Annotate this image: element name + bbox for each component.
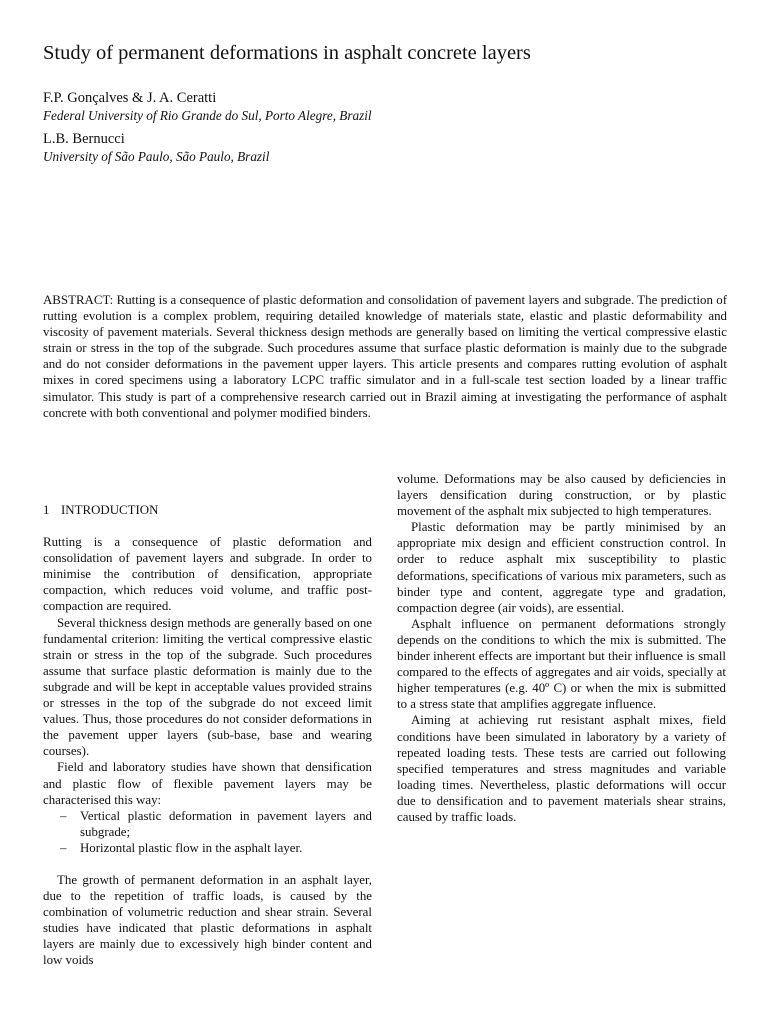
paragraph: The growth of permanent deformation in an asphalt layer, due to the repetition of traffic loads, is caused by the combination of volumetric reduction and shear strain. Several studies have indicated that plastic deformations in asphalt layers are mainly due to excessively high binder content and low voids — [43, 872, 372, 968]
paragraph: Asphalt influence on permanent deformations strongly depends on the conditions to which the mix is submitted. The binder inherent effects are important but their influence is small compared to the effects of aggregates and air voids, specially at higher temperatures (e.g. 40º C) or when the mix is submitted to a stress state that amplifies aggregate influence. — [397, 616, 726, 712]
list-item: – Horizontal plastic flow in the asphalt layer. — [43, 840, 372, 856]
author-names-2: L.B. Bernucci — [43, 131, 125, 147]
paragraph: Aiming at achieving rut resistant asphalt mixes, field conditions have been simulated in laboratory by a variety of repeated loading tests. These tests are carried out following specified temperatures and stress magnitudes and variable loading times. Nevertheless, plastic deformations will occur due to densification and to pavement materials shear strains, caused by traffic loads. — [397, 713, 726, 824]
section-heading — [43, 502, 372, 518]
dash-list — [43, 808, 372, 856]
paragraph: Field and laboratory studies have shown that densification and plastic flow of flexible pavement layers may be characterised this way: — [43, 760, 372, 807]
paragraph: Plastic deformation may be partly minimised by an appropriate mix design and efficient construction control. In order to reduce asphalt mix susceptibility to plastic deformations, specifications of various mix parameters, such as binder type and content, aggregate type and gradation, compaction degree (air voids), are essential. — [397, 520, 726, 615]
list-item: – Vertical plastic deformation in pavement layers and subgrade; — [43, 808, 372, 840]
section-number: 1 — [43, 503, 50, 517]
paragraph: Rutting is a consequence of plastic deformation and consolidation of pavement layers and subgrade. In order to minimise the contribution of densification, appropriate compaction, which reduces void volume, and traffic post-compaction are required. — [43, 535, 372, 614]
author-affiliation-1: Federal University of Rio Grande do Sul, Porto Alegre, Brazil — [43, 108, 372, 123]
left-column — [43, 502, 372, 969]
author-names-1: F.P. Gonçalves & J. A. Ceratti — [43, 90, 217, 106]
section-title: INTRODUCTION — [61, 503, 159, 517]
abstract: ABSTRACT: Rutting is a consequence of plastic deformation and consolidation of pavement layers and subgrade. The prediction of rutting evolution is a complex problem, requiring detailed knowledge of materials state, elastic and plastic deformability and viscosity of pavement materials. Several thickness design methods are generally based on limiting the vertical compressive elastic strain or stress in the top of the subgrade. Such procedures assume that surface plastic deformation is mainly due to the subgrade and do not consider deformations in the pavement upper layers. This article presents and compares rutting evolution of asphalt mixes in cored specimens using a laboratory LCPC traffic simulator and in a full-scale test section loaded by a linear traffic simulator. This study is part of a comprehensive research carried out in Brazil aiming at investigating the performance of asphalt concrete with both conventional and polymer modified binders. — [43, 293, 727, 420]
right-column — [397, 471, 726, 825]
paragraph: volume. Deformations may be also caused by deficiencies in layers densification during construction, or by plastic movement of the asphalt mix subjected to high temperatures. — [397, 472, 726, 519]
author-affiliation-2: University of São Paulo, São Paulo, Brazil — [43, 149, 270, 164]
paragraph: Several thickness design methods are generally based on one fundamental criterion: limiting the vertical compressive elastic strain or stress in the top of the subgrade. Such procedures assume that surface plastic deformation is mainly due to the subgrade and will be kept in acceptable values provided strains or stresses in the top of the subgrade do not exceed limit values. Thus, those procedures do not consider deformations in the pavement upper layers (sub-base, base and wearing courses). — [43, 615, 372, 759]
paper-title: Study of permanent deformations in asphalt concrete layers — [43, 42, 531, 64]
